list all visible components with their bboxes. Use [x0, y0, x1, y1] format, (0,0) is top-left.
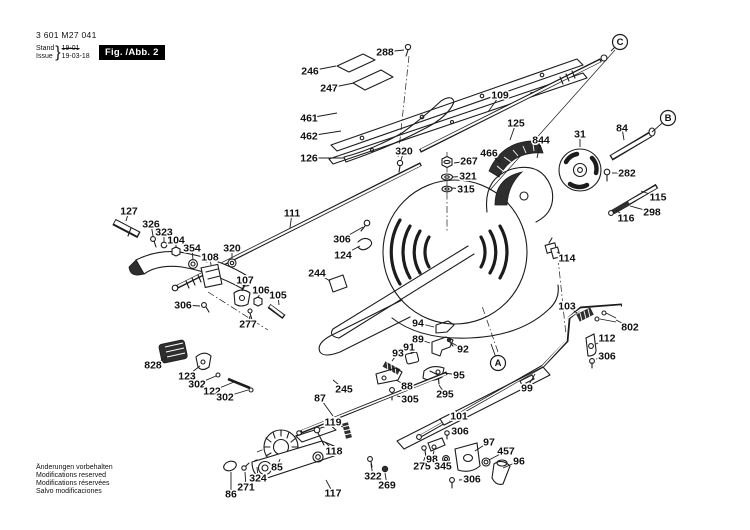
part-callout-115: 115	[649, 191, 667, 204]
part-callout-306: 306	[598, 350, 616, 363]
part-callout-322: 322	[364, 470, 382, 483]
part-callout-345: 345	[434, 460, 452, 473]
stand-value: 19-01	[61, 45, 80, 52]
part-callout-92: 92	[457, 343, 469, 356]
part-callout-87: 87	[314, 392, 326, 405]
part-callout-802: 802	[621, 321, 639, 334]
part-callout-326: 326	[142, 218, 160, 231]
stand-label: Stand	[36, 45, 55, 52]
cap-86	[222, 460, 237, 473]
part-number: 3 601 M27 041	[36, 30, 97, 40]
part-callout-119: 119	[324, 416, 342, 429]
footer-note-line: Modifications réservées	[36, 479, 110, 487]
pin-302b	[249, 388, 253, 392]
part-callout-302: 302	[216, 391, 234, 404]
issue-label: Issue	[36, 53, 53, 60]
part-callout-103: 103	[558, 300, 576, 313]
part-callout-271: 271	[237, 481, 255, 494]
part-callout-106: 106	[252, 284, 270, 297]
part-callout-96: 96	[513, 455, 525, 468]
part-callout-125: 125	[507, 117, 525, 130]
part-callout-302: 302	[188, 378, 206, 391]
part-callout-320: 320	[223, 242, 241, 255]
part-callout-97: 97	[483, 436, 495, 449]
screw-288	[405, 44, 410, 56]
clamp-98	[428, 438, 445, 451]
part-callout-127: 127	[120, 205, 138, 218]
part-callout-324: 324	[249, 472, 267, 485]
turntable	[319, 180, 558, 355]
footer-note-line: Modifications reserved	[36, 471, 107, 479]
footer-notes	[36, 464, 113, 496]
cone-96	[492, 460, 510, 484]
washer-457	[482, 458, 490, 466]
part-callout-126: 126	[300, 152, 318, 165]
part-callout-104: 104	[167, 234, 185, 247]
part-callout-31: 31	[574, 128, 586, 141]
stud-320	[397, 160, 402, 172]
part-callout-112: 112	[598, 332, 616, 345]
screw-271	[242, 463, 249, 470]
part-callout-99: 99	[521, 382, 533, 395]
part-callout-85: 85	[271, 461, 283, 474]
part-callout-244: 244	[308, 267, 326, 280]
part-callout-267: 267	[460, 155, 478, 168]
brace-glyph: }	[55, 44, 61, 61]
part-callout-101: 101	[450, 410, 468, 423]
part-callout-84: 84	[616, 122, 628, 135]
part-callout-98: 98	[426, 453, 438, 466]
part-callout-122: 122	[203, 385, 221, 398]
part-callout-295: 295	[436, 388, 454, 401]
nut-267	[442, 157, 452, 168]
washer-320	[228, 259, 236, 267]
part-callout-315: 315	[457, 183, 475, 196]
tag-244	[329, 275, 347, 292]
part-callout-844: 844	[532, 134, 550, 147]
part-callout-246: 246	[301, 65, 319, 78]
part-callout-91: 91	[403, 341, 415, 354]
part-callout-108: 108	[201, 251, 219, 264]
fence-rails	[329, 59, 587, 164]
part-callout-828: 828	[144, 359, 162, 372]
part-callout-86: 86	[225, 488, 237, 501]
part-callout-124: 124	[334, 249, 352, 262]
part-callout-462: 462	[300, 130, 318, 143]
washer-315	[442, 186, 452, 192]
part-callout-93: 93	[392, 347, 404, 360]
part-callout-269: 269	[378, 479, 396, 492]
nut-104	[172, 247, 180, 256]
part-callout-298: 298	[643, 206, 661, 219]
part-callout-320: 320	[395, 145, 413, 158]
washer-323	[161, 242, 167, 248]
part-callout-95: 95	[453, 369, 465, 382]
issue-value: 19-03-18	[61, 53, 90, 60]
part-callout-354: 354	[183, 242, 201, 255]
clip-124	[358, 238, 372, 249]
part-callout-305: 305	[401, 393, 419, 406]
part-callout-457: 457	[497, 445, 515, 458]
screw-306-left	[202, 303, 209, 312]
bracket-112	[586, 334, 596, 356]
footer-note-line: Salvo modificaciones	[36, 487, 102, 495]
part-callout-111: 111	[283, 207, 301, 220]
part-callout-461: 461	[300, 112, 318, 125]
part-callout-109: 109	[491, 89, 509, 102]
part-callout-321: 321	[459, 170, 477, 183]
screw-282	[604, 169, 610, 181]
screws-802	[595, 311, 616, 322]
part-callout-282: 282	[618, 167, 636, 180]
part-callout-117: 117	[324, 487, 342, 500]
part-callout-118: 118	[325, 445, 343, 458]
nut-106	[254, 297, 262, 306]
part-callout-114: 114	[558, 252, 576, 265]
part-callout-88: 88	[401, 380, 413, 393]
knurled-sleeve-103	[578, 309, 592, 321]
part-callout-275: 275	[413, 460, 431, 473]
spring-119	[342, 423, 353, 438]
part-callout-323: 323	[155, 226, 173, 239]
part-callout-116: 116	[617, 212, 635, 225]
part-callout-107: 107	[236, 274, 254, 287]
part-callout-247: 247	[320, 82, 338, 95]
screw-306-112	[590, 359, 595, 368]
part-callout-306: 306	[451, 425, 469, 438]
part-callout-245: 245	[335, 383, 353, 396]
part-callout-94: 94	[412, 317, 424, 330]
pin-302a	[216, 373, 220, 377]
part-callout-288: 288	[376, 46, 394, 59]
part-callout-306: 306	[174, 299, 192, 312]
pivot-107	[234, 290, 250, 306]
part-callout-105: 105	[269, 289, 287, 302]
washer-321	[442, 174, 453, 180]
part-callout-277: 277	[239, 318, 257, 331]
reference-label-C: C	[616, 37, 624, 49]
part-callout-306: 306	[463, 473, 481, 486]
part-callout-123: 123	[178, 370, 196, 383]
screw-306-97	[450, 478, 455, 488]
screw-306-top	[361, 220, 370, 231]
handwheel-31	[559, 149, 601, 191]
part-callout-89: 89	[412, 333, 424, 346]
ring-354	[189, 260, 198, 269]
part-callout-306: 306	[333, 233, 351, 246]
part-callout-466: 466	[480, 147, 498, 160]
rod-127	[114, 222, 139, 236]
ball-269	[382, 466, 388, 472]
figure-badge: Fig. /Abb. 2	[99, 45, 165, 60]
pin-105	[269, 306, 284, 317]
footer-note-line: Änderungen vorbehalten	[36, 464, 113, 471]
reference-label-B: B	[664, 113, 672, 125]
stop-block-97	[455, 443, 480, 471]
reference-label-A: A	[494, 358, 502, 370]
